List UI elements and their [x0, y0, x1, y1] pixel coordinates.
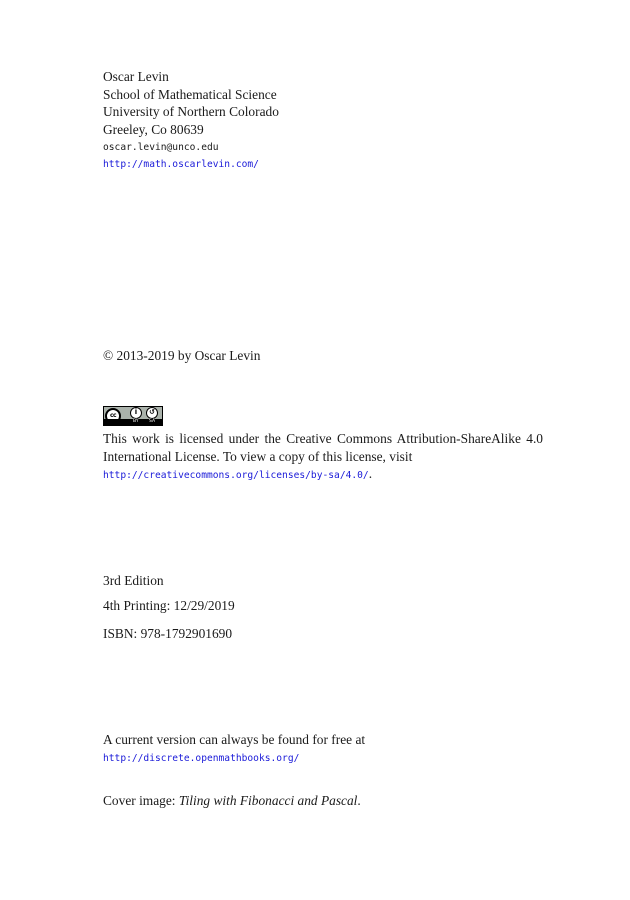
isbn: ISBN: 978-1792901690: [103, 626, 233, 641]
availability-text: A current version can always be found for free at: [103, 732, 366, 747]
license-paragraph: [103, 430, 543, 485]
cc-by-label: BY: [133, 419, 139, 424]
cc-icon: cc: [105, 408, 121, 424]
author-department: School of Mathematical Science: [103, 86, 277, 102]
share-alike-icon: ↺: [146, 407, 158, 419]
author-university: University of Northern Colorado: [103, 104, 279, 120]
cc-sa-label: SA: [149, 419, 156, 424]
author-email: oscar.levin@unco.edu: [103, 141, 219, 153]
cover-prefix: Cover image:: [103, 793, 179, 808]
license-link[interactable]: http://creativecommons.org/licenses/by-sa/4.0/: [103, 470, 369, 481]
author-website-link[interactable]: http://math.oscarlevin.com/: [103, 158, 259, 170]
author-city: Greeley, Co 80639: [103, 122, 204, 138]
cover-title: Tiling with Fibonacci and Pascal: [178, 793, 358, 808]
license-text: This work is licensed under the Creative Commons Attribution-ShareAlike 4.0 International License. To view a copy of this license, visit: [103, 431, 543, 464]
cc-by-sa-icon[interactable]: [103, 406, 163, 426]
cover-suffix: .: [357, 793, 361, 808]
attribution-icon: i: [130, 407, 142, 419]
edition: 3rd Edition: [103, 573, 164, 588]
printing-date: 4th Printing: 12/29/2019: [103, 598, 235, 613]
author-name: Oscar Levin: [103, 69, 169, 84]
availability-link[interactable]: http://discrete.openmathbooks.org/: [103, 753, 300, 764]
author-address-block: [103, 68, 279, 173]
license-period: .: [368, 466, 373, 481]
cover-image-credit: [103, 792, 361, 810]
copyright-notice: © 2013-2019 by Oscar Levin: [103, 348, 261, 363]
